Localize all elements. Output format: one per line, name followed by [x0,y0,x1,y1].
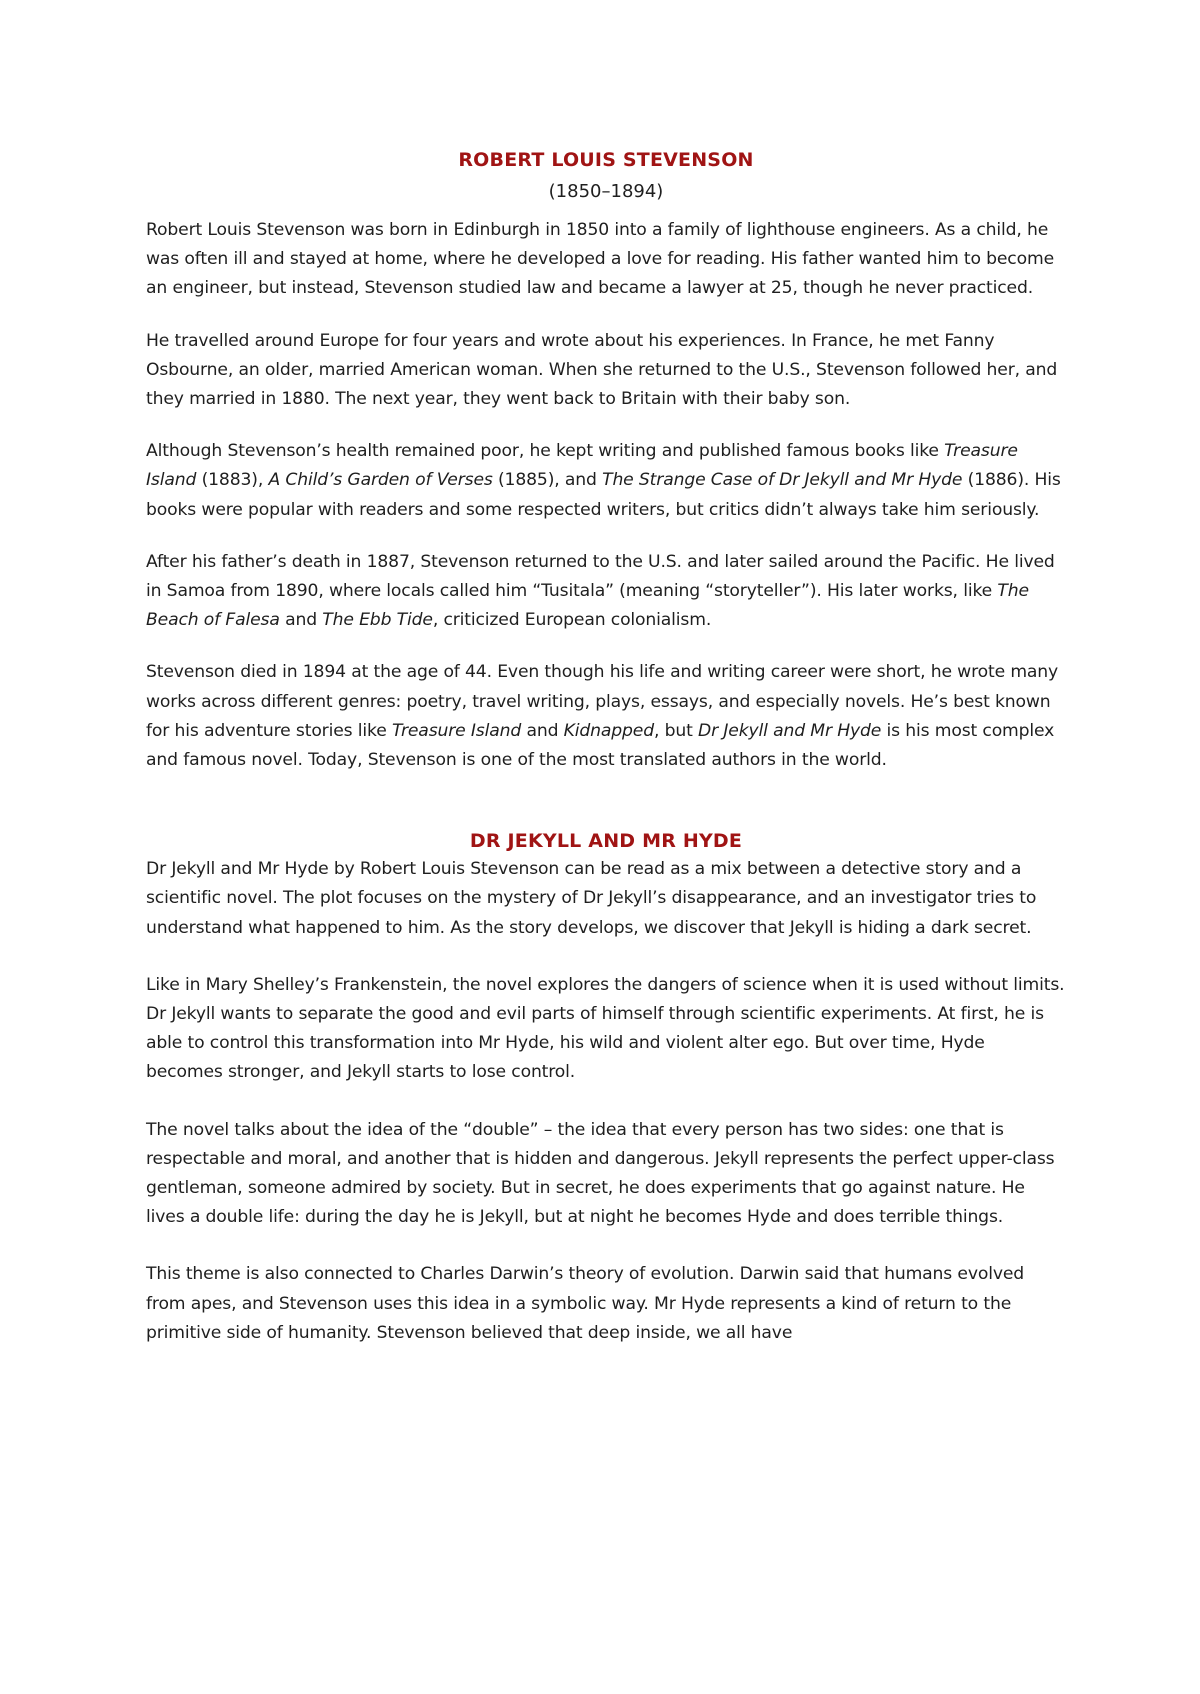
novel-paragraph-1: Dr Jekyll and Mr Hyde by Robert Louis Stevenson can be read as a mix between a detective story and a scientific novel. The plot focuses on the mystery of Dr Jekyll’s disappearance, and an investigator tries to understand what happened to him. As the story develops, we discover that Jekyll is hiding a dark secret. [146,859,1037,938]
book-title-treasure-island: Treasure Island [391,720,522,741]
book-title-kidnapped: Kidnapped [563,720,654,741]
text-run: (1886). His books were popular with readers and some respected writers, but critics didn’t always take him seriously. [146,470,1061,520]
text-run: is his most complex and famous novel. Today, Stevenson is one of the most translated authors in the world. [146,720,1055,771]
text-run: (1883), [196,470,269,491]
section-title-jekyll-hyde: DR JEKYLL AND MR HYDE [469,830,743,853]
novel-paragraph-3: The novel talks about the idea of the “double” – the idea that every person has two sides: one that is respectable and moral, and another that is hidden and dangerous. Jekyll represents the perfect upper-class gentleman, someone admired by society. But in secret, he does experiments that go against nature. He lives a double life: during the day he is Jekyll, but at night he becomes Hyde and does terrible things. [146,1119,1055,1228]
book-title-jekyll-hyde: Dr Jekyll and Mr Hyde [698,720,882,741]
document-page [146,146,1066,1348]
text-run: , but [654,720,699,741]
text-run: Stevenson died in 1894 at the age of 44. Even though his life and writing career were short, he wrote many works across different genres: poetry, travel writing, plays, essays, and especially novels. He’s best known for his adventure stories like [146,662,1059,741]
novel-paragraph-2: Like in Mary Shelley’s Frankenstein, the novel explores the dangers of science when it is used without limits. Dr Jekyll wants to separate the good and evil parts of himself through scientific experiments. At first, he is able to control this transformation into Mr Hyde, his wild and violent alter ego. But over time, Hyde becomes stronger, and Jekyll starts to lose control. [146,974,1065,1083]
bio-paragraph-1: Robert Louis Stevenson was born in Edinburgh in 1850 into a family of lighthouse engineers. As a child, he was often ill and stayed at home, where he developed a love for reading. His father wanted him to become an engineer, but instead, Stevenson studied law and became a lawyer at 25, though he never practiced. [146,220,1054,299]
book-title-jekyll-hyde: The Strange Case of Dr Jekyll and Mr Hyde [602,470,963,491]
bio-paragraph-4 [146,548,1066,636]
text-run: Although Stevenson’s health remained poor, he kept writing and published famous books like [146,441,945,462]
author-dates: (1850–1894) [548,181,664,202]
book-title-beach-of-falesa: The Beach of Falesa [146,581,1029,631]
text-run: and [279,610,323,631]
bio-paragraph-5 [146,658,1066,775]
bio-paragraph-2: He travelled around Europe for four years and wrote about his experiences. In France, he met Fanny Osbourne, an older, married American woman. When she returned to the U.S., Stevenson followed her, and they married in 1880. The next year, they went back to Britain with their baby son. [146,330,1058,410]
novel-paragraph-4: This theme is also connected to Charles Darwin’s theory of evolution. Darwin said that humans evolved from apes, and Stevenson uses this idea in a symbolic way. Mr Hyde represents a kind of return to the primitive side of humanity. Stevenson believed that deep inside, we all have [146,1264,1025,1343]
text-run: and [521,720,564,741]
book-title-treasure-island: Treasure Island [146,441,1018,491]
text-run: (1885), and [492,470,603,491]
section-title-stevenson: ROBERT LOUIS STEVENSON [458,149,754,171]
text-run: , criticized European colonialism. [432,610,712,631]
book-title-ebb-tide: The Ebb Tide [322,610,433,631]
book-title-childs-garden: A Child’s Garden of Verses [268,470,493,491]
text-run: After his father’s death in 1887, Stevenson returned to the U.S. and later sailed around the Pacific. He lived in Samoa from 1890, where locals called him “Tusitala” (meaning “storyteller”). His later works, like [146,551,1055,602]
bio-paragraph-3 [146,437,1066,525]
